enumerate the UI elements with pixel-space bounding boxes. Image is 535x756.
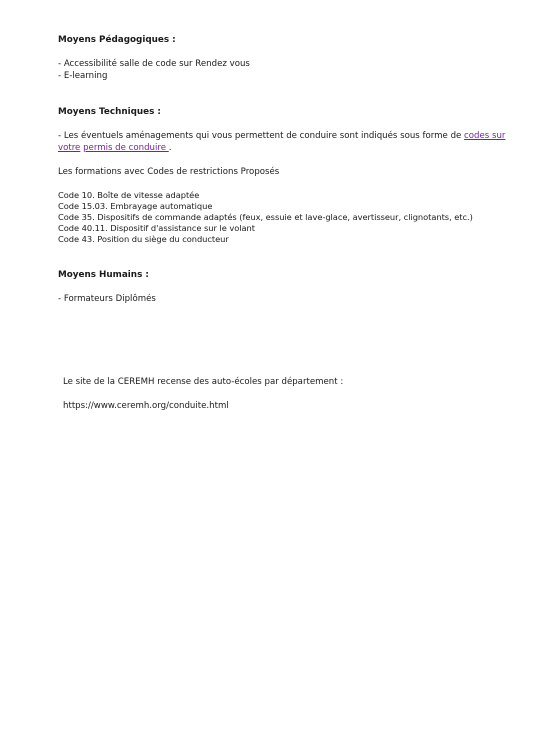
humains-item: - Formateurs Diplômés <box>58 294 156 304</box>
code-item: Code 10. Boîte de vitesse adaptée <box>58 190 200 200</box>
techniques-intro-text: - Les éventuels aménagements qui vous permettent de conduire sont indiqués sous forme de <box>58 131 465 141</box>
document-content <box>58 34 508 305</box>
techniques-intro-paragraph <box>58 130 508 154</box>
ceremh-site-block <box>63 376 503 412</box>
ceremh-site-url: https://www.ceremh.org/conduite.html <box>63 401 229 411</box>
permis-de-conduire-link[interactable]: permis de conduire <box>83 143 169 153</box>
code-item: Code 40.11. Dispositif d'assistance sur le volant <box>58 223 255 233</box>
code-item: Code 43. Position du siège du conducteur <box>58 234 229 244</box>
heading-pedagogiques: Moyens Pédagogiques : <box>58 35 176 45</box>
pedagogiques-item: - Accessibilité salle de code sur Rendez vous <box>58 59 250 69</box>
formations-title: Les formations avec Codes de restrictions Proposés <box>58 167 280 177</box>
pedagogiques-item: - E-learning <box>58 71 108 81</box>
code-item: Code 15.03. Embrayage automatique <box>58 201 213 211</box>
ceremh-site-text: Le site de la CEREMH recense des auto-écoles par département : <box>63 377 344 387</box>
techniques-intro-end: . <box>168 143 172 153</box>
code-item: Code 35. Dispositifs de commande adaptés (feux, essuie et lave-glace, avertisseur, clignotants, etc.) <box>58 212 473 222</box>
heading-humains: Moyens Humains : <box>58 270 149 280</box>
codes-link[interactable]: codes sur votre <box>58 131 506 153</box>
heading-techniques: Moyens Techniques : <box>58 107 161 117</box>
